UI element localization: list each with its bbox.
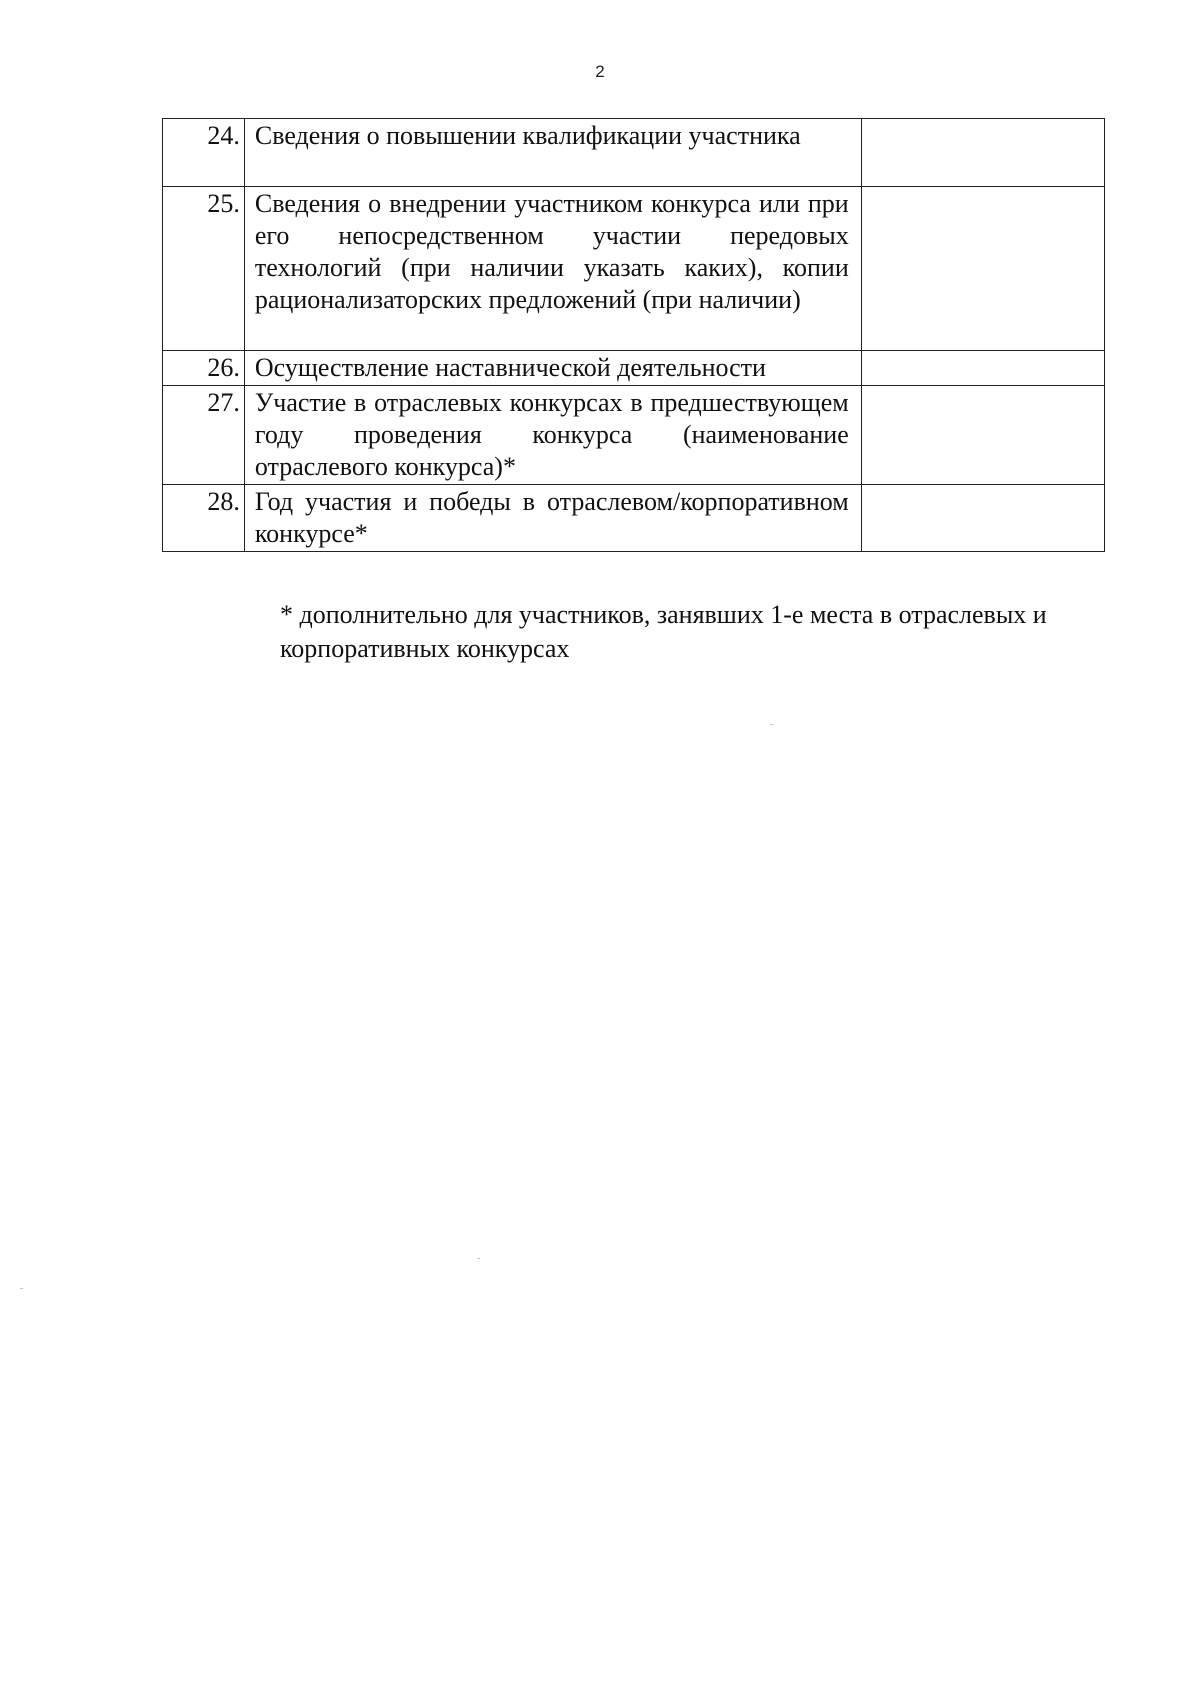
row-value-cell <box>861 119 1104 187</box>
table-row <box>163 187 1105 351</box>
table-row <box>163 485 1105 552</box>
row-value-cell <box>861 351 1104 386</box>
row-value-cell <box>861 485 1104 552</box>
table-row <box>163 119 1105 187</box>
row-number: 28. <box>163 485 245 552</box>
row-description: Сведения о внедрении участником конкурса или при его непосредственном участии передовых технологий (при наличии указать каких), копии рационализаторских предложений (при наличии) <box>244 187 861 351</box>
page-number: 2 <box>595 62 605 81</box>
row-description: Участие в отраслевых конкурсах в предшествующем году проведения конкурса (наименование отраслевого конкурса)* <box>244 386 861 485</box>
row-description: Осуществление наставнической деятельности <box>244 351 861 386</box>
row-description: Сведения о повышении квалификации участника <box>244 119 861 187</box>
row-number: 26. <box>163 351 245 386</box>
row-value-cell <box>861 386 1104 485</box>
scan-artifact <box>20 1288 23 1289</box>
criteria-table <box>162 118 1105 552</box>
row-description: Год участия и победы в отраслевом/корпоративном конкурсе* <box>244 485 861 552</box>
footnote: * дополнительно для участников, занявших 1-е места в отраслевых и корпоративных конкурсах <box>280 600 1047 663</box>
scan-artifact <box>477 1258 480 1259</box>
table-row <box>163 351 1105 386</box>
row-number: 27. <box>163 386 245 485</box>
scan-artifact <box>770 724 773 725</box>
row-number: 25. <box>163 187 245 351</box>
table-row <box>163 386 1105 485</box>
row-number: 24. <box>163 119 245 187</box>
row-value-cell <box>861 187 1104 351</box>
